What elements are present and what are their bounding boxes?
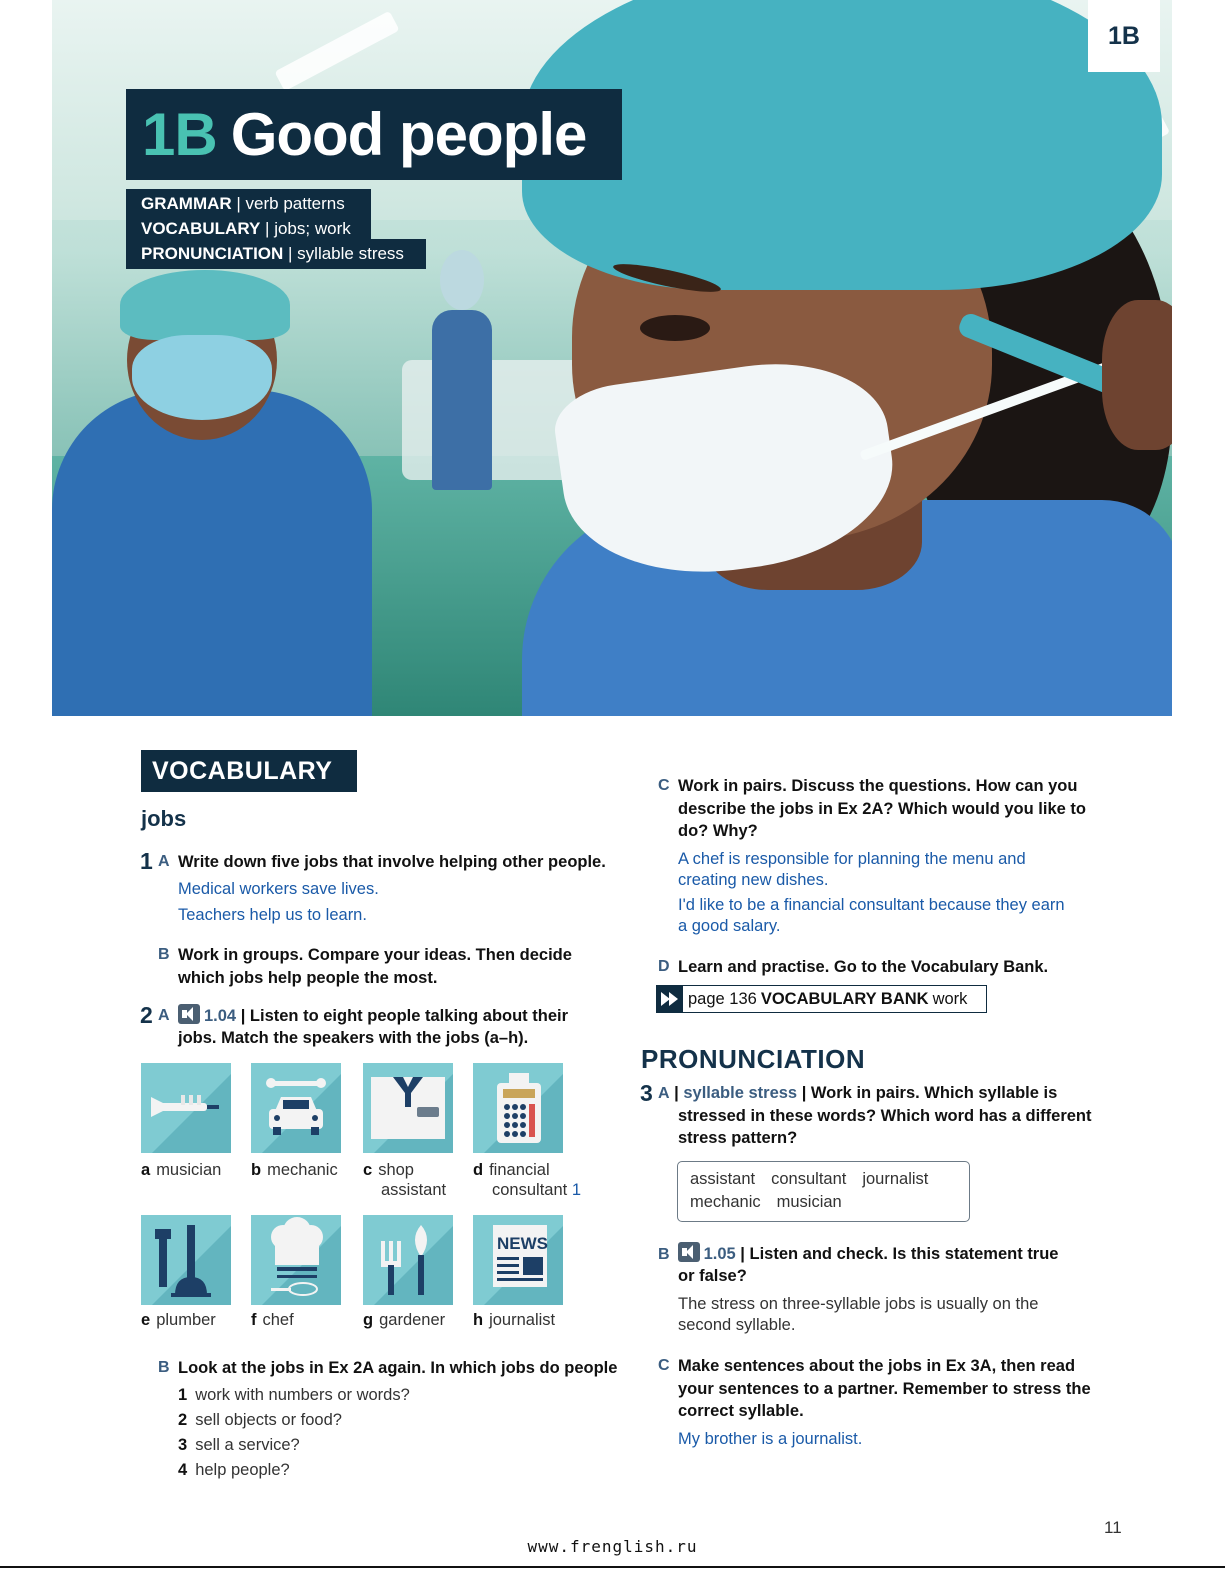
instruction-text: Listen and check. Is this statement true (749, 1245, 1059, 1263)
tag-pronunciation (126, 239, 426, 269)
exercise-2d-instruction: Learn and practise. Go to the Vocabulary Bank. (678, 958, 1049, 976)
exercise-2c-line: describe the jobs in Ex 2A? Which would you like to (678, 800, 1086, 818)
example-sentence: A chef is responsible for planning the menu and (678, 850, 1026, 868)
exercise-1b-line: Work in groups. Compare your ideas. Then decide (178, 946, 572, 964)
item-text: help people? (195, 1461, 290, 1479)
bottom-rule (0, 1566, 1225, 1568)
exercise-letter: C (658, 1357, 670, 1374)
job-answer: 1 (571, 1181, 581, 1199)
exercise-3c-line: your sentences to a partner. Remember to stress the (678, 1380, 1091, 1398)
list-item (178, 1386, 410, 1405)
item-number: 4 (178, 1461, 188, 1479)
page-title (126, 89, 622, 180)
newspaper-icon (473, 1215, 563, 1305)
tag-label: GRAMMAR (141, 194, 232, 213)
job-letter: e (141, 1311, 151, 1329)
word-row (690, 1191, 957, 1214)
pronunciation-heading: PRONUNCIATION (641, 1044, 866, 1074)
title-unit-code: 1B (142, 101, 217, 168)
list-item (178, 1411, 342, 1430)
word: mechanic (690, 1193, 761, 1211)
exercise-letter: A (158, 1007, 170, 1024)
separator: | (735, 1245, 750, 1263)
exercise-3a-instruction (658, 1082, 1057, 1105)
job-name: plumber (156, 1311, 216, 1329)
job-label (141, 1310, 216, 1330)
job-tile-shop-assistant (363, 1063, 453, 1153)
exercise-letter: B (658, 1246, 670, 1263)
job-letter: g (363, 1311, 374, 1329)
fast-forward-icon (657, 986, 683, 1012)
example-sentence: I'd like to be a financial consultant because they earn (678, 896, 1065, 914)
nurse-eye (640, 315, 710, 341)
job-label (363, 1310, 445, 1330)
job-label (363, 1160, 446, 1200)
instruction-text: Listen to eight people talking about their (249, 1007, 569, 1025)
watermark-url[interactable]: www.frenglish.ru (527, 1537, 698, 1556)
job-name: gardener (379, 1311, 446, 1329)
job-letter: b (251, 1161, 262, 1179)
exercise-letter: B (158, 1359, 170, 1376)
tag-value: verb patterns (245, 194, 345, 213)
audio-track-number[interactable]: 1.04 (204, 1007, 237, 1025)
job-tile-journalist (473, 1215, 563, 1305)
job-tile-gardener (363, 1215, 453, 1305)
job-letter: a (141, 1161, 151, 1179)
job-label (473, 1310, 555, 1330)
job-name: financial (489, 1161, 550, 1179)
job-label (251, 1310, 294, 1330)
separator: | (236, 1007, 250, 1025)
exercise-2c-line: do? Why? (678, 822, 758, 840)
title-text: Good people (230, 101, 587, 168)
list-item (178, 1436, 300, 1455)
car-wrench-icon (251, 1063, 341, 1153)
exercise-number: 2 (140, 1002, 153, 1028)
exercise-letter: A (658, 1085, 670, 1102)
job-letter: f (251, 1311, 257, 1329)
tag-label: PRONUNCIATION (141, 244, 284, 263)
job-letter: d (473, 1161, 484, 1179)
vocabulary-banner: VOCABULARY (141, 750, 357, 792)
job-name: consultant (492, 1181, 568, 1199)
vocabulary-bank-link[interactable] (656, 985, 987, 1013)
tag-sep: | (260, 219, 275, 238)
unit-corner-tab: 1B (1088, 0, 1160, 72)
tag-sep: | (231, 194, 246, 213)
job-tile-financial-consultant (473, 1063, 563, 1153)
audio-icon[interactable] (678, 1242, 700, 1262)
exercise-3c-line: Make sentences about the jobs in Ex 3A, then read (678, 1357, 1076, 1375)
list-item (178, 1461, 290, 1480)
exercise-2a-instruction (178, 1004, 568, 1027)
exercise-3b-line: or false? (678, 1267, 747, 1285)
job-tile-musician (141, 1063, 231, 1153)
vocabulary-subheading: jobs (141, 806, 187, 831)
exercise-1a-instruction: Write down five jobs that involve helping other people. (178, 853, 606, 871)
bank-page: page 136 (688, 989, 757, 1008)
exercise-letter: D (658, 958, 670, 975)
exercise-3a-line: stressed in these words? Which word has a different (678, 1107, 1092, 1125)
example-sentence: Teachers help us to learn. (178, 906, 367, 924)
job-name: journalist (489, 1311, 556, 1329)
exercise-3b-instruction (658, 1242, 1059, 1266)
item-text: sell a service? (195, 1436, 300, 1454)
job-name: chef (262, 1311, 294, 1329)
job-name: shop (378, 1161, 414, 1179)
example-sentence: My brother is a journalist. (678, 1430, 863, 1448)
focus-label: syllable stress (683, 1084, 798, 1102)
exercise-number: 3 (640, 1080, 653, 1106)
separator: | (797, 1084, 811, 1102)
job-letter: h (473, 1311, 484, 1329)
example-sentence: creating new dishes. (678, 871, 829, 889)
trumpet-icon (141, 1063, 231, 1153)
example-sentence: a good salary. (678, 917, 781, 935)
job-label (141, 1160, 221, 1180)
exercise-letter: C (658, 777, 670, 794)
item-text: sell objects or food? (195, 1411, 342, 1429)
tag-value: syllable stress (297, 244, 404, 263)
left-nurse (52, 280, 462, 716)
job-letter: c (363, 1161, 373, 1179)
chef-hat-icon (251, 1215, 341, 1305)
nurse-hand (1102, 300, 1172, 450)
exercise-2c-line: Work in pairs. Discuss the questions. How can you (678, 777, 1078, 795)
separator: | (669, 1084, 684, 1102)
tag-value: jobs; work (274, 219, 351, 238)
job-tile-plumber (141, 1215, 231, 1305)
job-name: mechanic (267, 1161, 338, 1179)
tag-label: VOCABULARY (141, 219, 261, 238)
word: musician (776, 1193, 842, 1211)
job-label (251, 1160, 338, 1180)
exercise-3c-line: correct syllable. (678, 1402, 804, 1420)
job-name: musician (156, 1161, 222, 1179)
job-label (473, 1160, 581, 1200)
item-number: 2 (178, 1411, 188, 1429)
news-label: NEWS (497, 1234, 548, 1253)
example-sentence: Medical workers save lives. (178, 880, 379, 898)
bank-label: VOCABULARY BANK (760, 989, 929, 1008)
job-tile-mechanic (251, 1063, 341, 1153)
exercise-number: 1 (140, 848, 153, 874)
item-text: work with numbers or words? (195, 1386, 410, 1404)
word: journalist (862, 1170, 929, 1188)
word-box (677, 1161, 970, 1222)
word-row (690, 1168, 957, 1191)
item-number: 1 (178, 1386, 188, 1404)
statement-text: second syllable. (678, 1316, 796, 1334)
audio-track-number[interactable]: 1.05 (703, 1245, 736, 1263)
plunger-wrench-icon (141, 1215, 231, 1305)
garden-tools-icon (363, 1215, 453, 1305)
word: consultant (771, 1170, 847, 1188)
statement-text: The stress on three-syllable jobs is usually on the (678, 1295, 1039, 1313)
page-number: 11 (1104, 1518, 1122, 1537)
shirt-badge-icon (363, 1063, 453, 1153)
tag-sep: | (283, 244, 298, 263)
item-number: 3 (178, 1436, 188, 1454)
instruction-text: Work in pairs. Which syllable is (810, 1084, 1058, 1102)
job-name: assistant (381, 1181, 447, 1199)
exercise-2a-line2: jobs. Match the speakers with the jobs (a–h). (178, 1029, 529, 1047)
bank-topic: work (932, 989, 968, 1008)
calculator-icon (473, 1063, 563, 1153)
exercise-letter: B (158, 946, 170, 963)
exercise-2b-instruction: Look at the jobs in Ex 2A again. In which jobs do people (178, 1359, 618, 1377)
audio-icon[interactable] (178, 1004, 200, 1024)
word: assistant (690, 1170, 756, 1188)
exercise-1b-line: which jobs help people the most. (178, 969, 438, 987)
job-tile-chef (251, 1215, 341, 1305)
exercise-3a-line: stress pattern? (678, 1129, 798, 1147)
exercise-letter: A (158, 853, 170, 870)
